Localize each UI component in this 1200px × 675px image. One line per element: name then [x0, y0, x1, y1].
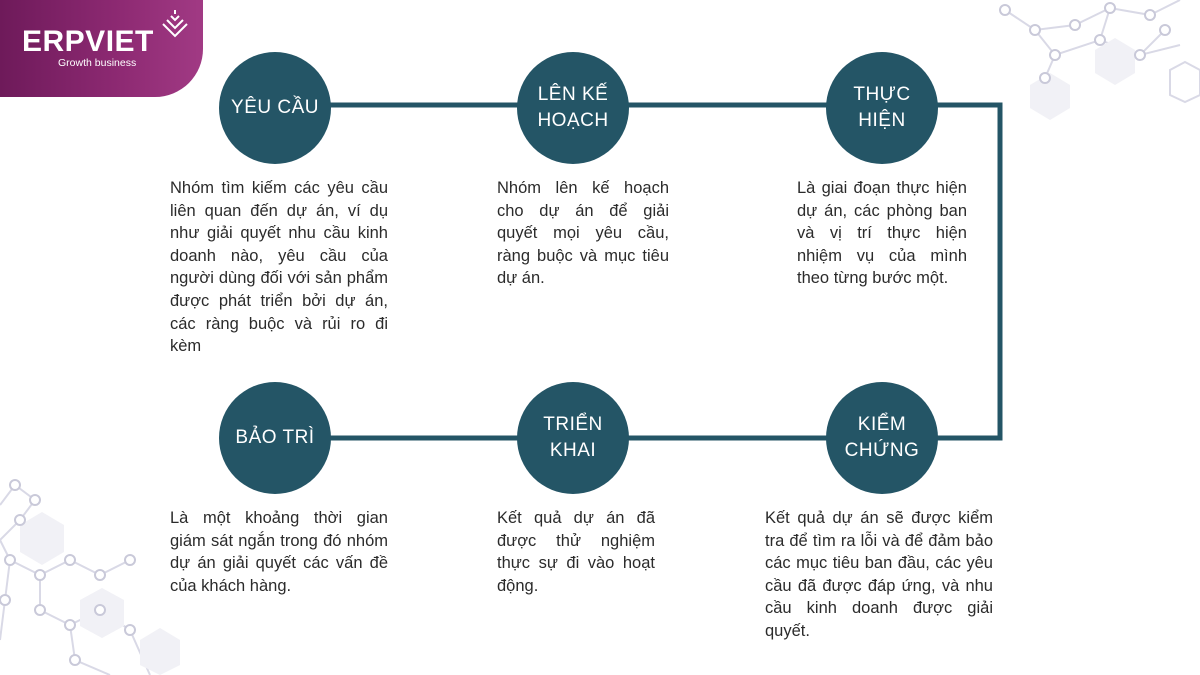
step-node-planning [517, 52, 629, 164]
step-description-maintenance: Là một khoảng thời gian giám sát ngắn trong đó nhóm dự án giải quyết các vấn đề của khách hàng. [170, 509, 388, 595]
step-title: YÊU CẦU [231, 97, 319, 118]
step-node-execution [826, 52, 938, 164]
step-description-execution: Là giai đoạn thực hiện dự án, các phòng ban và vị trí thực hiện nhiệm vụ của mình theo từng bước một. [797, 179, 967, 288]
step-description-requirements: Nhóm tìm kiếm các yêu cầu liên quan đến dự án, ví dụ như giải quyết nhu cầu kinh doanh nào, yêu cầu của người dùng đối với sản phẩm được phát triển bởi dự án, các ràng buộc và rủi ro đi kèm [170, 179, 388, 356]
step-title: LÊN KẾ HOẠCH [537, 84, 609, 131]
step-description-verification: Kết quả dự án sẽ được kiểm tra để tìm ra lỗi và để đảm bảo các mục tiêu ban đầu, các yêu cầu đã được đáp ứng, và nhu cầu kinh doanh được giải quyết. [765, 509, 993, 640]
step-node-requirements [219, 52, 331, 164]
brand-tagline: Growth business [58, 57, 137, 69]
step-title: BẢO TRÌ [235, 427, 315, 448]
step-description-planning: Nhóm lên kế hoạch cho dự án để giải quyết mọi yêu cầu, ràng buộc và mục tiêu dự án. [497, 179, 669, 288]
step-node-maintenance [219, 382, 331, 494]
step-node-deployment [517, 382, 629, 494]
brand-name: ERPVIET [22, 25, 154, 58]
step-description-deployment: Kết quả dự án đã được thử nghiệm thực sự đi vào hoạt động. [497, 509, 655, 595]
step-title: THỰC HIỆN [853, 84, 911, 131]
step-title: KIỂM CHỨNG [844, 414, 920, 461]
step-node-verification [826, 382, 938, 494]
step-title: TRIỂN KHAI [543, 414, 603, 461]
